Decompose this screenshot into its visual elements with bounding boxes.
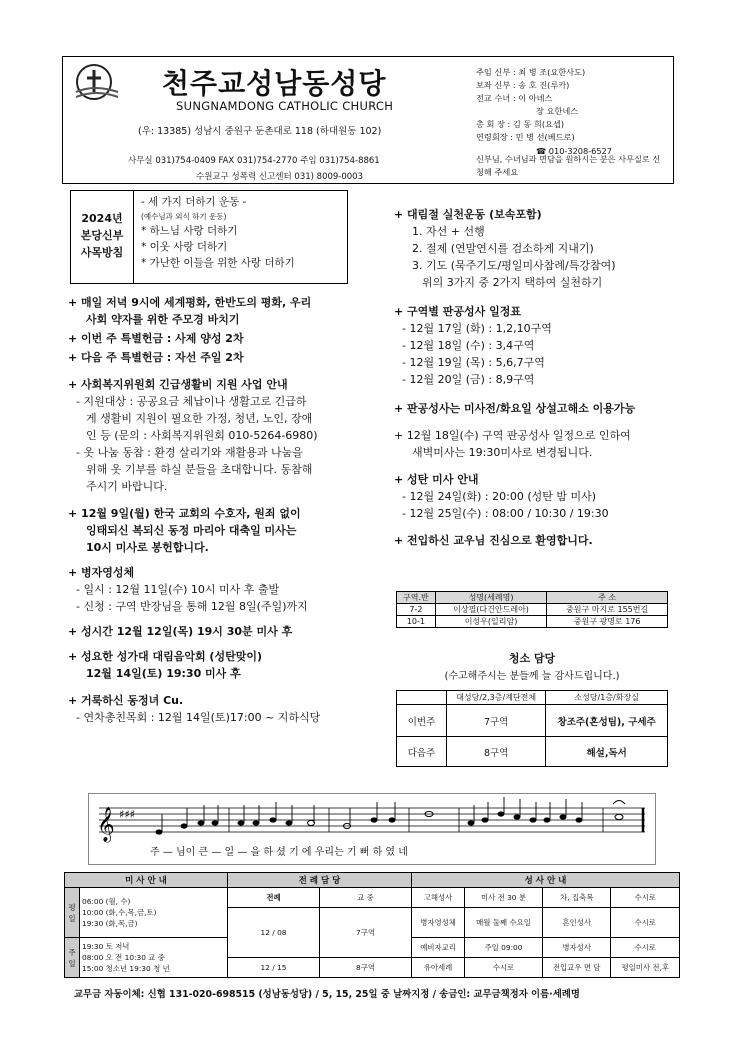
church-logo bbox=[74, 62, 120, 104]
notice-detail: - 신청 : 구역 반장님을 통해 12월 8일(주일)까지 bbox=[76, 600, 308, 613]
notice-detail: 1. 자선 + 선행 bbox=[412, 225, 485, 238]
policy-year: 2024년 본당신부 사목방침 bbox=[71, 191, 134, 283]
notice: + 거룩하신 동정녀 Cu. bbox=[68, 694, 184, 707]
notice-detail: - 12월 20일 (금) : 8,9구역 bbox=[402, 373, 535, 386]
notice-detail: 위의 3가지 중 2가지 택하여 실천하기 bbox=[422, 276, 603, 289]
newcomer-table: 구역.반 성명(세례명) 주 소 7-2 이상필(다건안드레아) 중원구 마지로 155번길 10-1 이성우(일리암) 중원구 광명로 176 bbox=[396, 591, 668, 628]
church-address: (우: 13385) 성남시 중원구 둔촌대로 118 (하대원동 102) bbox=[138, 126, 382, 137]
notice: + 성탄 미사 안내 bbox=[394, 473, 479, 486]
schedule-table: 미 사 안 내 전 례 담 당 성 사 안 내 평일 06:00 (월, 수) 10:00 (화,수,목,금,토) 19:30 (화,목,금) 전례 교 중 고해성사 미사 전 30 분 차, 집축복 수시로 12 / 08 7구역 병자영성체 매월 둘째 수요일 혼인성사 수시로 주일 19:30 토 저녁 08:00 오 전 10:30 교 중 15:00 청소년 19:30 청 년 예비자교리 주일 09:00 병자성사 수시로 12 / 15 8구역 유아세례 수시로 전입교우 면 담 평일미사 전,후 bbox=[64, 872, 680, 978]
left-column bbox=[68, 294, 368, 726]
notice: + 다음 주 특별헌금 : 자선 주일 2차 bbox=[68, 351, 244, 364]
visit-note: 신부님, 수녀님과 면담을 원하시는 분은 사무실로 신청해 주세요 bbox=[476, 154, 661, 177]
notice: 새벽미사는 19:30미사로 변경됩니다. bbox=[412, 446, 593, 459]
clergy-line: ☎ 010-3208-6527 bbox=[536, 145, 613, 156]
sunday-label: 주일 bbox=[65, 938, 80, 978]
policy-item: * 하느님 사랑 더하기 bbox=[141, 225, 238, 237]
policy-item: * 이웃 사랑 더하기 bbox=[141, 241, 228, 253]
notice: 잉태되신 복되신 동정 마리아 대축일 미사는 bbox=[86, 524, 297, 537]
cleaning-title: 청소 담당 bbox=[508, 652, 556, 665]
clergy-line: 총 회 장 : 김 동 희(요셉) bbox=[476, 119, 565, 130]
notice-detail: 주시기 바랍니다. bbox=[86, 480, 168, 493]
notice: + 매일 저녁 9시에 세계평화, 한반도의 평화, 우리 bbox=[68, 296, 312, 309]
notice-detail: 인 등 (문의 : 사회복지위원회 010-5264-6980) bbox=[86, 429, 318, 442]
notice-detail: - 지원대상 : 공공요금 체납이나 생활고로 긴급하 bbox=[76, 395, 307, 408]
sacrament-header: 성 사 안 내 bbox=[412, 873, 680, 888]
clergy-line: 보좌 신부 : 송 호 진(루카) bbox=[476, 80, 570, 91]
clergy-list bbox=[476, 66, 612, 158]
notice-detail: - 12월 18일 (수) : 3,4구역 bbox=[402, 339, 535, 352]
policy-box bbox=[70, 190, 348, 284]
weekday-label: 평일 bbox=[65, 888, 80, 938]
notice: + 구역별 판공성사 일정표 bbox=[394, 305, 521, 318]
notice: 사회 약자를 위한 주모경 바치기 bbox=[86, 313, 240, 326]
donation-footer: 교무금 자동이체: 신협 131-020-698515 (성남동성당) / 5, 15, 25일 중 날짜지정 / 송금인: 교무금책정자 이름·세례명 bbox=[74, 989, 580, 1000]
weekday-mass: 06:00 (월, 수) 10:00 (화,수,목,금,토) 19:30 (화,목,금) bbox=[80, 888, 228, 938]
notice-detail: 위해 옷 기부를 하실 분들을 초대합니다. 동참해 bbox=[86, 463, 313, 476]
cleaning-table: 대성당/2,3층/계단전체 소성당/1층/화장실 이번주 7구역 창조주(혼성팀), 구세주 다음주 8구역 해설,독서 bbox=[396, 690, 668, 767]
notice-detail: - 연차총친목회 : 12월 14일(토)17:00 ~ 지하식당 bbox=[76, 711, 321, 724]
hymn-lyrics: 주 — 님이 큰 — 일 — 을 하 셨 기 에 우리는 기 뻐 하 였 네 bbox=[150, 847, 408, 858]
policy-item: * 가난한 이들을 위한 사랑 더하기 bbox=[141, 257, 295, 269]
notice: + 성시간 12월 12일(목) 19시 30분 미사 후 bbox=[68, 625, 293, 638]
phone-numbers: 사무실 031)754-0409 FAX 031)754-2770 주임 031)754-8861 bbox=[128, 156, 380, 166]
clergy-line: 장 요한네스 bbox=[536, 106, 579, 117]
clergy-line: 전교 수녀 : 이 아녜스 bbox=[476, 93, 553, 104]
notice: 10시 미사로 봉헌합니다. bbox=[86, 541, 209, 554]
notice: + 12월 9일(월) 한국 교회의 수호자, 원죄 없이 bbox=[68, 507, 301, 520]
notice: + 이번 주 특별헌금 : 사제 양성 2차 bbox=[68, 332, 244, 345]
notice-detail: - 12월 25일(수) : 08:00 / 10:30 / 19:30 bbox=[402, 507, 609, 520]
policy-body bbox=[141, 194, 295, 271]
church-subtitle: SUNGNAMDONG CATHOLIC CHURCH bbox=[176, 99, 394, 113]
policy-title: - 세 가지 더하기 운동 - bbox=[141, 196, 247, 208]
cleaning-subtitle: (수고해주시는 분들께 늘 감사드립니다.) bbox=[444, 671, 620, 682]
sunday-mass: 19:30 토 저녁 08:00 오 전 10:30 교 중 15:00 청소년 19:30 청 년 bbox=[80, 938, 228, 978]
right-column bbox=[394, 206, 684, 549]
mass-header: 미 사 안 내 bbox=[65, 873, 228, 888]
notice-detail: - 12월 17일 (화) : 1,2,10구역 bbox=[402, 322, 552, 335]
notice: + 사회복지위원회 긴급생활비 지원 사업 안내 bbox=[68, 378, 288, 391]
notice: + 병자영성체 bbox=[68, 566, 135, 579]
liturgy-header: 전 례 담 당 bbox=[228, 873, 412, 888]
notice: + 판공성사는 미사전/화요일 상설고해소 이용가능 bbox=[394, 402, 636, 415]
svg-text:𝄞: 𝄞 bbox=[97, 807, 115, 842]
notice: + 대림절 실천운동 (보속포함) bbox=[394, 208, 542, 221]
notice: + 성요한 성가대 대림음악회 (성탄맞이) bbox=[68, 650, 262, 663]
notice-detail: 2. 절제 (연말연시를 검소하게 지내기) bbox=[412, 242, 594, 255]
notice-detail: - 옷 나눔 동참 : 환경 살리기와 재활용과 나눔을 bbox=[76, 446, 303, 459]
svg-text:♯♯♯: ♯♯♯ bbox=[119, 808, 135, 821]
notice: + 전입하신 교우님 진심으로 환영합니다. bbox=[394, 534, 593, 547]
table-row: 이번주 7구역 창조주(혼성팀), 구세주 bbox=[397, 705, 668, 737]
notice: 12월 14일(토) 19:30 미사 후 bbox=[86, 667, 241, 680]
notice-detail: - 일시 : 12월 11일(수) 10시 미사 후 출발 bbox=[76, 583, 280, 596]
policy-small: (예수님과 외식 하기 운동) bbox=[141, 212, 227, 221]
clergy-line: 연령회장 : 민 병 선(베드로) bbox=[476, 132, 575, 143]
clergy-line: 주임 신부 : 최 병 조(요한사도) bbox=[476, 67, 586, 77]
notice: + 12월 18일(수) 구역 판공성사 일정으로 인하여 bbox=[394, 429, 631, 442]
table-row: 다음주 8구역 해설,독서 bbox=[397, 737, 668, 767]
report-center: 수원교구 성폭력 신고센터 031) 8009-0003 bbox=[196, 172, 364, 182]
notice-detail: - 12월 24일(화) : 20:00 (성탄 밤 미사) bbox=[402, 490, 597, 503]
notice-detail: 게 생활비 지원이 필요한 가정, 청년, 노인, 장애 bbox=[86, 412, 313, 425]
table-row: 10-1 이성우(일리암) 중원구 광명로 176 bbox=[397, 616, 668, 628]
table-row: 7-2 이상필(다건안드레아) 중원구 마지로 155번길 bbox=[397, 604, 668, 616]
notice-detail: 3. 기도 (묵주기도/평일미사참례/특강참여) bbox=[412, 259, 616, 272]
church-title: 천주교성남동성당 bbox=[162, 67, 387, 100]
notice-detail: - 12월 19일 (목) : 5,6,7구역 bbox=[402, 356, 545, 369]
